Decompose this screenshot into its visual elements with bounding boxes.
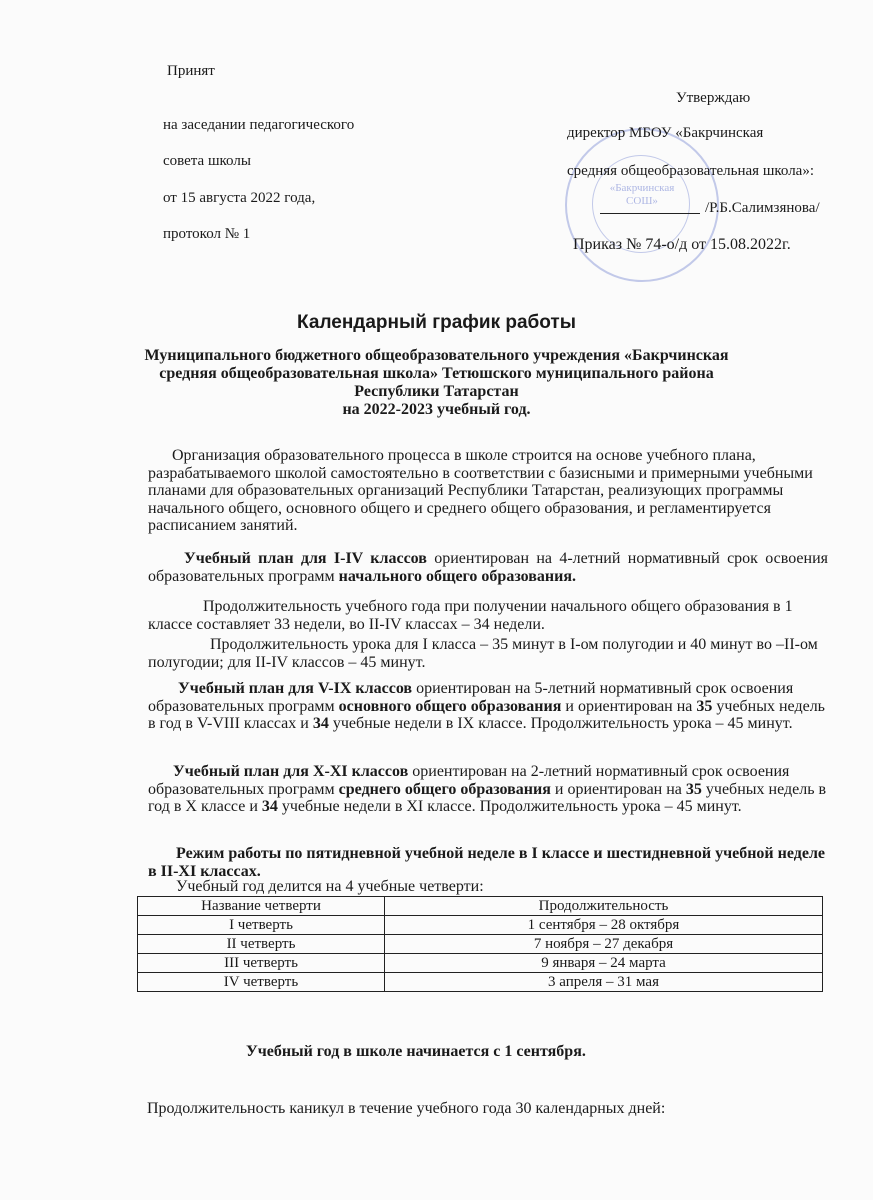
plan-emphasis: 34 [261, 798, 278, 815]
subtitle-line: Республики Татарстан [354, 383, 519, 400]
approval-line: Принят [167, 63, 215, 79]
plan-text: учебные недели в XI классе. Продолжительность урока – 45 минут. [277, 798, 742, 815]
quarter-name: III четверть [138, 954, 385, 973]
table-row [138, 916, 823, 935]
approval-line: совета школы [163, 153, 251, 169]
stamp-text: «Бакрчинская СОШ» [609, 182, 675, 207]
plan-basic-paragraph [148, 680, 828, 733]
plan-emphasis: начального общего образования. [338, 567, 576, 585]
plan-emphasis: основного общего образования [338, 697, 562, 715]
plan-basic-title: Учебный план для V-IX классов [178, 680, 413, 697]
approval-line: протокол № 1 [163, 226, 251, 242]
quarters-intro: Учебный год делится на 4 учебные четверти: [176, 878, 484, 895]
column-header: Продолжительность [385, 897, 823, 916]
quarter-name: II четверть [138, 935, 385, 954]
plan-text: учебные недели в IX классе. Продолжительность урока – 45 минут. [328, 715, 793, 732]
quarter-dates: 9 января – 24 марта [385, 954, 823, 973]
subtitle-line: средняя общеобразовательная школа» Тетюшского муниципального района [159, 365, 714, 382]
subtitle-line: Муниципального бюджетного общеобразовательного учреждения «Бакрчинская [144, 347, 729, 364]
plan-emphasis: 35 [696, 697, 713, 715]
director-name: /Р.Б.Салимзянова/ [705, 200, 820, 216]
plan-emphasis: 35 [685, 780, 702, 798]
plan-text: и ориентирован на [561, 697, 697, 715]
plan-text: учебных недель в год в V-VIII классах и [148, 697, 825, 732]
intro-paragraph: Организация образовательного процесса в школе строится на основе учебного плана, разрабатываемого школой самостоятельно в соответствии с базисными и примерными учебными планами для образовательных организаций Республики Татарстан, реализующих программы начального общего, основного общего и среднего общего образования, и регламентируется расписанием занятий. [148, 447, 813, 534]
quarter-dates: 7 ноября – 27 декабря [385, 935, 823, 954]
table-header-row [138, 897, 823, 916]
approval-line: на заседании педагогического [163, 117, 355, 133]
holidays-duration: Продолжительность каникул в течение учебного года 30 календарных дней: [147, 1100, 666, 1117]
table-row [138, 973, 823, 992]
table-row [138, 935, 823, 954]
quarter-name: IV четверть [138, 973, 385, 992]
quarter-dates: 3 апреля – 31 мая [385, 973, 823, 992]
approval-line: от 15 августа 2022 года, [163, 190, 316, 206]
plan-emphasis: среднего общего образования [338, 780, 551, 798]
duration-paragraph: Продолжительность учебного года при получении начального общего образования в 1 классе составляет 33 недели, во II-IV классах – 34 недели. [148, 598, 793, 633]
plan-secondary-title: Учебный план для X-XI классов [173, 763, 409, 780]
lesson-duration-paragraph: Продолжительность урока для I класса – 35 минут в I-ом полугодии и 40 минут во –II-ом полугодии; для II-IV классов – 45 минут. [148, 636, 818, 671]
school-year-start: Учебный год в школе начинается с 1 сентября. [246, 1043, 586, 1060]
plan-text: ориентирован на 4-летний нормативный срок освоения образовательных программ [148, 550, 829, 585]
plan-primary-title: Учебный план для I-IV классов [184, 550, 427, 567]
plan-secondary-paragraph [148, 763, 828, 816]
quarter-name: I четверть [138, 916, 385, 935]
approval-line: средняя общеобразовательная школа»: [567, 163, 815, 179]
signature-line [600, 213, 700, 214]
quarter-dates: 1 сентября – 28 октября [385, 916, 823, 935]
work-mode-paragraph: Режим работы по пятидневной учебной неделе в I классе и шестидневной учебной неделе в II-XI классах. [148, 845, 826, 880]
quarters-table [137, 896, 823, 992]
plan-text: ориентирован на 5-летний нормативный срок освоения образовательных программ [148, 680, 794, 715]
plan-emphasis: 34 [312, 715, 329, 732]
plan-text: ориентирован на 2-летний нормативный срок освоения образовательных программ [148, 763, 790, 798]
table-row [138, 954, 823, 973]
school-stamp [565, 128, 719, 282]
page-title: Календарный график работы [297, 312, 576, 333]
approval-line: директор МБОУ «Бакрчинская [567, 125, 764, 141]
plan-text: учебных недель в год в X классе и [148, 780, 827, 815]
column-header: Название четверти [138, 897, 385, 916]
plan-text: и ориентирован на [550, 780, 686, 798]
approval-line: Утверждаю [676, 90, 751, 106]
plan-primary-paragraph [148, 550, 828, 585]
order-number: Приказ № 74-о/д от 15.08.2022г. [573, 236, 791, 253]
subtitle-line: на 2022-2023 учебный год. [342, 401, 531, 418]
